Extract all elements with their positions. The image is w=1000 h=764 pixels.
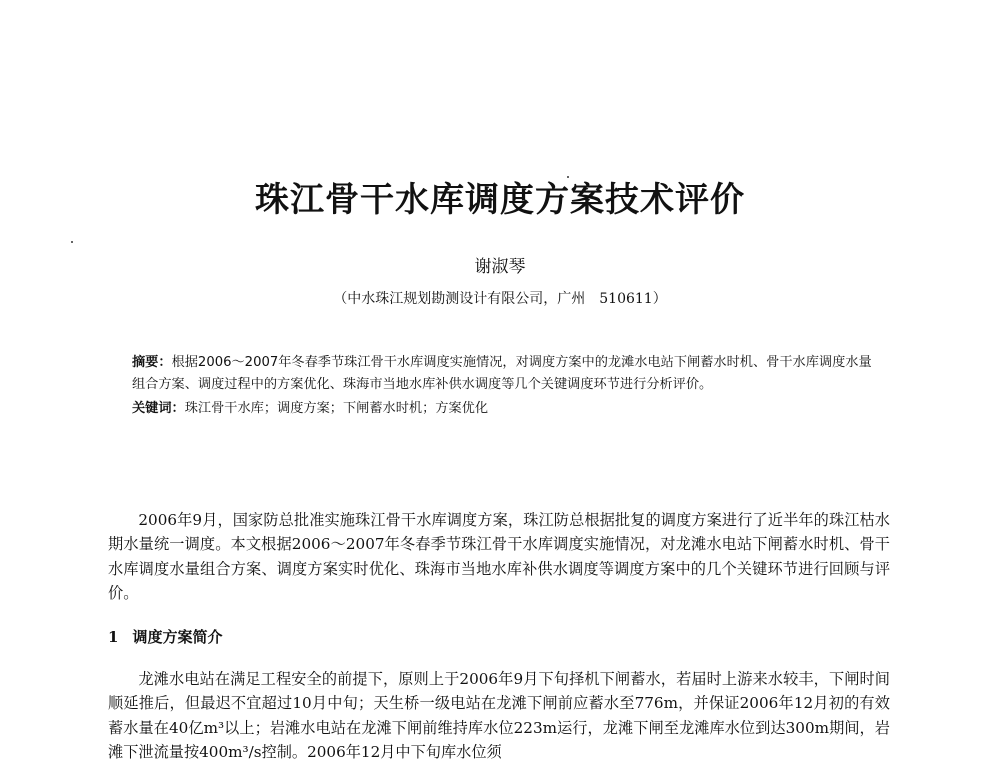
section1-paragraph: 龙滩水电站在满足工程安全的前提下，原则上于2006年9月下旬择机下闸蓄水，若届时上游来水较丰，下闸时间顺延推后，但最迟不宜超过10月中旬；天生桥一级电站在龙滩下闸前应蓄水至776m，并保证2006年12月初的有效蓄水量在40亿m³以上；岩滩水电站在龙滩下闸前维持库水位223m运行，龙滩下闸至龙滩库水位到达300m期间，岩滩下泄流量按400m³/s控制。2006年12月中下旬库水位须 xyxy=(108,670,890,761)
keywords-label: 关键词： xyxy=(132,401,185,416)
keywords-text: 珠江骨干水库；调度方案；下闸蓄水时机；方案优化 xyxy=(184,401,489,416)
section-title: 调度方案简介 xyxy=(132,628,223,646)
author-name: 谢淑琴 xyxy=(474,257,526,277)
section-heading xyxy=(108,626,236,647)
intro-section xyxy=(108,508,890,605)
section-number: 1 xyxy=(108,628,119,646)
paper-title: 珠江骨干水库调度方案技术评价 xyxy=(255,180,745,220)
section1-body xyxy=(108,667,890,764)
keywords-paragraph xyxy=(132,398,872,420)
scan-speck xyxy=(71,241,73,243)
abstract-paragraph xyxy=(132,352,872,396)
author-affiliation: （中水珠江规划勘测设计有限公司，广州 510611） xyxy=(333,291,667,307)
abstract-block xyxy=(132,352,872,420)
intro-paragraph: 2006年9月，国家防总批准实施珠江骨干水库调度方案，珠江防总根据批复的调度方案进行了近半年的珠江枯水期水量统一调度。本文根据2006～2007年冬春季节珠江骨干水库调度实施情况，对龙滩水电站下闸蓄水时机、骨干水库调度水量组合方案、调度方案实时优化、珠海市当地水库补供水调度等调度方案中的几个关键环节进行回顾与评价。 xyxy=(108,511,890,602)
abstract-text: 根据2006～2007年冬春季节珠江骨干水库调度实施情况，对调度方案中的龙滩水电站下闸蓄水时机、骨干水库调度水量组合方案、调度过程中的方案优化、珠海市当地水库补供水调度等几个关键调度环节进行分析评价。 xyxy=(132,355,872,392)
abstract-label: 摘要： xyxy=(132,355,172,370)
